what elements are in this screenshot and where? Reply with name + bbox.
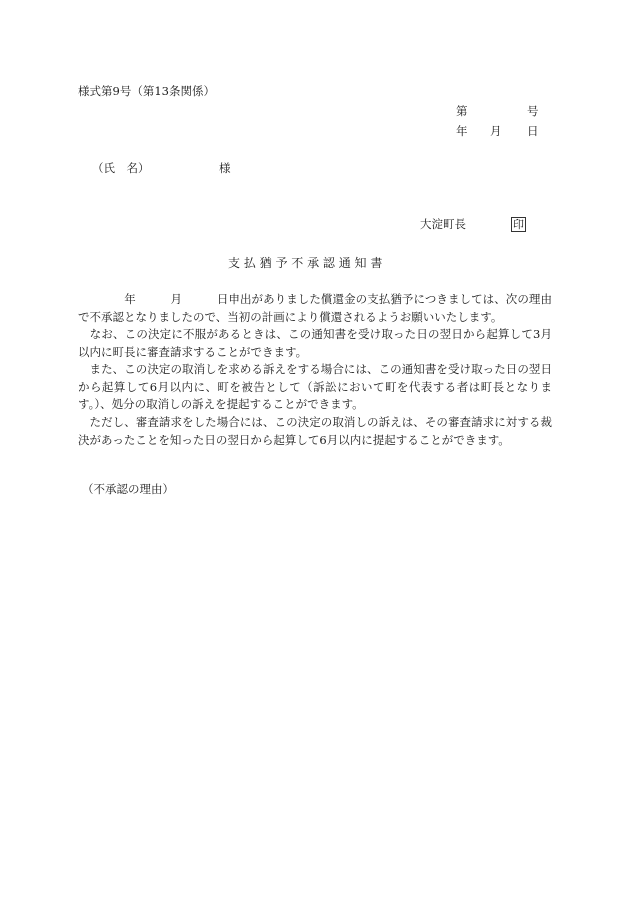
recipient-honorific: 様 xyxy=(219,161,231,175)
recipient-name-label: （氏 名） xyxy=(92,161,150,175)
body-paragraph-1: 年 月 日申出がありました償還金の支払猶予につきましては、次の理由で不承認となりましたので、当初の計画により償還されるようお願いいたします。 xyxy=(78,292,552,324)
body-paragraph-4: ただし、審査請求をした場合には、この決定の取消しの訴えは、その審査請求に対する裁決があったことを知った日の翌日から起算して6月以内に提起することができます。 xyxy=(78,415,552,447)
reason-label: （不承認の理由） xyxy=(82,482,174,496)
doc-number-prefix: 第 xyxy=(456,104,468,118)
document-title: 支 払 猶 予 不 承 認 通 知 書 xyxy=(228,256,383,270)
body-paragraph-3: また、この決定の取消しを求める訴えをする場合には、この通知書を受け取った日の翌日から起算して6月以内に、町を被告として（訴訟において町を代表する者は町長となります。）、処分の取消しの訴えを提起することができます。 xyxy=(78,362,552,411)
form-number: 様式第9号（第13条関係） xyxy=(78,84,215,98)
issuer-title: 大淀町長 xyxy=(420,217,466,231)
body-paragraph-2: なお、この決定に不服があるときは、この通知書を受け取った日の翌日から起算して3月以内に町長に審査請求することができます。 xyxy=(78,327,552,359)
date-day: 日 xyxy=(527,124,539,138)
date-year: 年 xyxy=(456,124,468,138)
seal-stamp: 印 xyxy=(513,218,524,231)
doc-number-suffix: 号 xyxy=(527,104,539,118)
date-month: 月 xyxy=(490,124,502,138)
